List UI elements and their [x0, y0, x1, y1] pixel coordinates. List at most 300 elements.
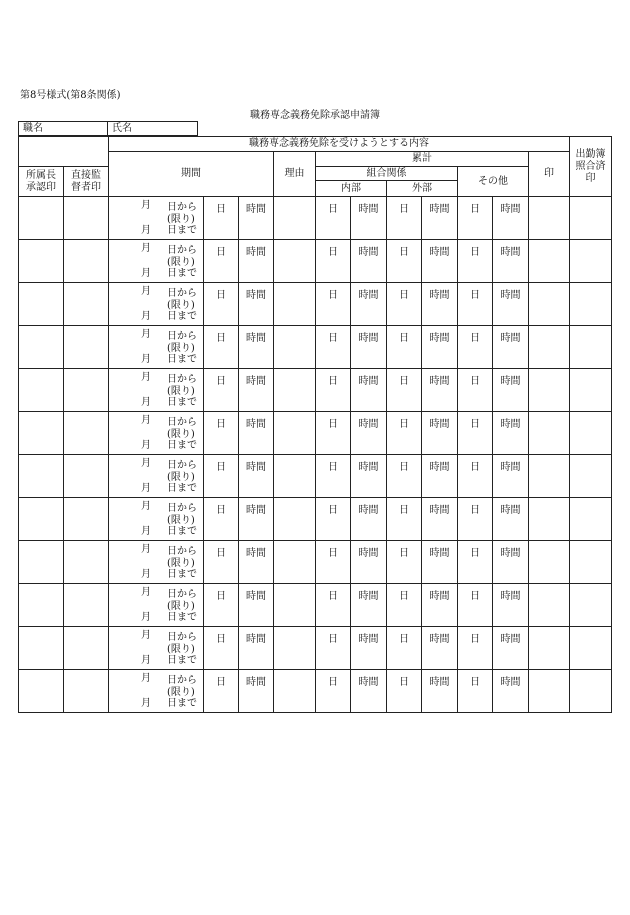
day-unit: 日: [470, 204, 480, 215]
hours-unit: 時間: [358, 376, 379, 387]
day-unit: 日: [216, 462, 226, 473]
day-unit: 日: [399, 591, 409, 602]
period-days-cell[interactable]: [204, 498, 239, 541]
internal-days-cell[interactable]: [316, 541, 351, 584]
attendance-seal-cell[interactable]: [570, 197, 612, 240]
external-hours-cell[interactable]: [422, 455, 458, 498]
internal-hours-cell[interactable]: [351, 541, 387, 584]
day-unit: 日: [328, 419, 338, 430]
end-month-label: 月: [141, 612, 151, 623]
day-unit: 日: [470, 333, 480, 344]
register-row: [19, 541, 612, 584]
supervisor-seal-cell[interactable]: [64, 240, 109, 283]
dept-head-approval-header: 所属長承認印: [19, 167, 64, 197]
period-cell[interactable]: [109, 627, 204, 670]
attendance-check-header: 出勤簿照合済印: [570, 137, 612, 197]
period-days-cell[interactable]: [204, 197, 239, 240]
dept-head-seal-cell[interactable]: [19, 369, 64, 412]
period-days-cell[interactable]: [204, 326, 239, 369]
other-hours-cell[interactable]: [493, 369, 529, 412]
dept-head-seal-cell[interactable]: [19, 240, 64, 283]
external-hours-cell[interactable]: [422, 197, 458, 240]
seal-cell[interactable]: [529, 498, 570, 541]
end-month-label: 月: [141, 311, 151, 322]
day-unit: 日: [216, 247, 226, 258]
supervisor-seal-cell[interactable]: [64, 326, 109, 369]
reason-cell[interactable]: [274, 240, 316, 283]
external-hours-cell[interactable]: [422, 240, 458, 283]
document-title: 職務専念義務免除承認申請簿: [250, 110, 380, 121]
attendance-seal-cell[interactable]: [570, 455, 612, 498]
period-hours-cell[interactable]: [239, 498, 274, 541]
from-day-label: 日から: [167, 589, 197, 600]
period-cell[interactable]: [109, 455, 204, 498]
day-unit: 日: [216, 548, 226, 559]
dept-head-seal-cell[interactable]: [19, 670, 64, 713]
hours-unit: 時間: [246, 247, 266, 258]
seal-cell[interactable]: [529, 412, 570, 455]
period-days-cell[interactable]: [204, 670, 239, 713]
hours-unit: 時間: [246, 462, 266, 473]
other-hours-cell[interactable]: [493, 326, 529, 369]
other-hours-cell[interactable]: [493, 670, 529, 713]
day-unit: 日: [399, 634, 409, 645]
from-day-label: 日から: [167, 374, 197, 385]
end-month-label: 月: [141, 526, 151, 537]
internal-hours-cell[interactable]: [351, 412, 387, 455]
dept-head-seal-cell[interactable]: [19, 326, 64, 369]
external-days-cell[interactable]: [387, 326, 422, 369]
day-unit: 日: [216, 333, 226, 344]
until-day-label: 日まで: [167, 268, 197, 279]
external-days-cell[interactable]: [387, 627, 422, 670]
day-unit: 日: [216, 677, 226, 688]
hours-unit: 時間: [429, 290, 450, 301]
hours-unit: 時間: [246, 505, 266, 516]
external-hours-cell[interactable]: [422, 670, 458, 713]
period-days-cell[interactable]: [204, 627, 239, 670]
other-hours-cell[interactable]: [493, 412, 529, 455]
day-unit: 日: [328, 591, 338, 602]
internal-days-cell[interactable]: [316, 326, 351, 369]
hours-unit: 時間: [246, 376, 266, 387]
internal-hours-cell[interactable]: [351, 627, 387, 670]
hours-unit: 時間: [429, 247, 450, 258]
internal-hours-cell[interactable]: [351, 283, 387, 326]
attendance-seal-cell[interactable]: [570, 541, 612, 584]
period-hours-cell[interactable]: [239, 670, 274, 713]
start-month-label: 月: [141, 286, 151, 297]
internal-days-cell[interactable]: [316, 584, 351, 627]
day-unit: 日: [328, 462, 338, 473]
period-header: 期間: [109, 152, 274, 197]
internal-hours-cell[interactable]: [351, 455, 387, 498]
until-day-label: 日まで: [167, 397, 197, 408]
attendance-seal-cell[interactable]: [570, 283, 612, 326]
supervisor-seal-cell[interactable]: [64, 283, 109, 326]
end-month-label: 月: [141, 354, 151, 365]
hours-unit: 時間: [429, 462, 450, 473]
period-cell[interactable]: [109, 498, 204, 541]
reason-cell[interactable]: [274, 197, 316, 240]
reason-cell[interactable]: [274, 498, 316, 541]
day-unit: 日: [216, 419, 226, 430]
period-cell[interactable]: [109, 369, 204, 412]
period-hours-cell[interactable]: [239, 240, 274, 283]
hours-unit: 時間: [500, 247, 521, 258]
attendance-seal-cell[interactable]: [570, 584, 612, 627]
other-hours-cell[interactable]: [493, 455, 529, 498]
until-day-label: 日まで: [167, 569, 197, 580]
hours-unit: 時間: [358, 204, 379, 215]
period-hours-cell[interactable]: [239, 627, 274, 670]
from-day-label: 日から: [167, 288, 197, 299]
supervisor-seal-cell[interactable]: [64, 455, 109, 498]
external-days-cell[interactable]: [387, 369, 422, 412]
period-cell[interactable]: [109, 283, 204, 326]
start-month-label: 月: [141, 544, 151, 555]
end-month-label: 月: [141, 225, 151, 236]
internal-days-cell[interactable]: [316, 670, 351, 713]
register-row: [19, 412, 612, 455]
day-unit: 日: [470, 376, 480, 387]
dept-head-seal-cell[interactable]: [19, 283, 64, 326]
until-day-label: 日まで: [167, 354, 197, 365]
hours-unit: 時間: [246, 548, 266, 559]
limited-label: (限り): [167, 601, 195, 612]
reason-cell[interactable]: [274, 326, 316, 369]
reason-cell[interactable]: [274, 627, 316, 670]
supervisor-seal-cell[interactable]: [64, 541, 109, 584]
end-month-label: 月: [141, 655, 151, 666]
hours-unit: 時間: [358, 677, 379, 688]
day-unit: 日: [216, 505, 226, 516]
hours-unit: 時間: [246, 204, 266, 215]
limited-label: (限り): [167, 472, 195, 483]
day-unit: 日: [399, 376, 409, 387]
period-hours-cell[interactable]: [239, 455, 274, 498]
hours-unit: 時間: [429, 419, 450, 430]
reason-cell[interactable]: [274, 541, 316, 584]
period-hours-cell[interactable]: [239, 541, 274, 584]
external-days-cell[interactable]: [387, 283, 422, 326]
form-number: 第8号様式(第8条関係): [20, 90, 121, 101]
day-unit: 日: [399, 462, 409, 473]
attendance-seal-cell[interactable]: [570, 498, 612, 541]
union-header: 組合関係: [316, 167, 458, 181]
other-days-cell[interactable]: [458, 369, 493, 412]
limited-label: (限り): [167, 558, 195, 569]
seal-cell[interactable]: [529, 455, 570, 498]
period-days-cell[interactable]: [204, 283, 239, 326]
supervisor-seal-cell[interactable]: [64, 627, 109, 670]
until-day-label: 日まで: [167, 698, 197, 709]
dept-head-seal-cell[interactable]: [19, 412, 64, 455]
period-hours-cell[interactable]: [239, 584, 274, 627]
day-unit: 日: [328, 247, 338, 258]
seal-cell[interactable]: [529, 326, 570, 369]
external-days-cell[interactable]: [387, 455, 422, 498]
start-month-label: 月: [141, 329, 151, 340]
seal-cell[interactable]: [529, 584, 570, 627]
cumulative-header: 累計: [316, 152, 529, 167]
start-month-label: 月: [141, 372, 151, 383]
from-day-label: 日から: [167, 632, 197, 643]
end-month-label: 月: [141, 397, 151, 408]
period-days-cell[interactable]: [204, 455, 239, 498]
register-row: [19, 326, 612, 369]
attendance-seal-cell[interactable]: [570, 369, 612, 412]
register-row: [19, 455, 612, 498]
internal-hours-cell[interactable]: [351, 326, 387, 369]
period-days-cell[interactable]: [204, 584, 239, 627]
hours-unit: 時間: [358, 419, 379, 430]
internal-days-cell[interactable]: [316, 283, 351, 326]
limited-label: (限り): [167, 429, 195, 440]
day-unit: 日: [328, 634, 338, 645]
until-day-label: 日まで: [167, 311, 197, 322]
content-header: 職務専念義務免除を受けようとする内容: [109, 137, 570, 152]
supervisor-seal-cell[interactable]: [64, 670, 109, 713]
dept-head-seal-cell[interactable]: [19, 627, 64, 670]
other-days-cell[interactable]: [458, 584, 493, 627]
day-unit: 日: [399, 677, 409, 688]
other-hours-cell[interactable]: [493, 498, 529, 541]
period-cell[interactable]: [109, 240, 204, 283]
external-days-cell[interactable]: [387, 670, 422, 713]
other-hours-cell[interactable]: [493, 283, 529, 326]
register-row: [19, 670, 612, 713]
day-unit: 日: [470, 419, 480, 430]
other-hours-cell[interactable]: [493, 197, 529, 240]
hours-unit: 時間: [358, 634, 379, 645]
from-day-label: 日から: [167, 503, 197, 514]
hours-unit: 時間: [429, 548, 450, 559]
external-hours-cell[interactable]: [422, 369, 458, 412]
period-days-cell[interactable]: [204, 412, 239, 455]
seal-cell[interactable]: [529, 369, 570, 412]
other-hours-cell[interactable]: [493, 541, 529, 584]
other-days-cell[interactable]: [458, 670, 493, 713]
hours-unit: 時間: [500, 333, 521, 344]
day-unit: 日: [399, 290, 409, 301]
job-title-label: 職名: [19, 122, 108, 136]
day-unit: 日: [399, 548, 409, 559]
internal-hours-cell[interactable]: [351, 369, 387, 412]
supervisor-seal-cell[interactable]: [64, 584, 109, 627]
other-days-cell[interactable]: [458, 283, 493, 326]
internal-days-cell[interactable]: [316, 627, 351, 670]
register-row: [19, 627, 612, 670]
day-unit: 日: [328, 505, 338, 516]
end-month-label: 月: [141, 569, 151, 580]
period-cell[interactable]: [109, 584, 204, 627]
other-days-cell[interactable]: [458, 326, 493, 369]
reason-cell[interactable]: [274, 670, 316, 713]
external-hours-cell[interactable]: [422, 627, 458, 670]
day-unit: 日: [470, 634, 480, 645]
attendance-seal-cell[interactable]: [570, 326, 612, 369]
external-hours-cell[interactable]: [422, 541, 458, 584]
name-label: 氏名: [108, 122, 198, 136]
internal-days-cell[interactable]: [316, 369, 351, 412]
day-unit: 日: [399, 204, 409, 215]
period-days-cell[interactable]: [204, 541, 239, 584]
attendance-seal-cell[interactable]: [570, 412, 612, 455]
limited-label: (限り): [167, 214, 195, 225]
internal-hours-cell[interactable]: [351, 197, 387, 240]
day-unit: 日: [328, 376, 338, 387]
hours-unit: 時間: [500, 591, 521, 602]
other-hours-cell[interactable]: [493, 240, 529, 283]
external-hours-cell[interactable]: [422, 283, 458, 326]
supervisor-seal-cell[interactable]: [64, 498, 109, 541]
external-days-cell[interactable]: [387, 498, 422, 541]
period-cell[interactable]: [109, 670, 204, 713]
external-days-cell[interactable]: [387, 584, 422, 627]
start-month-label: 月: [141, 243, 151, 254]
reason-cell[interactable]: [274, 283, 316, 326]
dept-head-seal-cell[interactable]: [19, 541, 64, 584]
until-day-label: 日まで: [167, 440, 197, 451]
applicant-header: [18, 121, 198, 136]
hours-unit: 時間: [358, 333, 379, 344]
other-days-cell[interactable]: [458, 197, 493, 240]
internal-days-cell[interactable]: [316, 197, 351, 240]
hours-unit: 時間: [500, 462, 521, 473]
period-cell[interactable]: [109, 197, 204, 240]
supervisor-seal-cell[interactable]: [64, 369, 109, 412]
hours-unit: 時間: [246, 591, 266, 602]
seal-cell[interactable]: [529, 541, 570, 584]
external-hours-cell[interactable]: [422, 326, 458, 369]
other-days-cell[interactable]: [458, 455, 493, 498]
dept-head-seal-cell[interactable]: [19, 498, 64, 541]
reason-cell[interactable]: [274, 455, 316, 498]
until-day-label: 日まで: [167, 483, 197, 494]
from-day-label: 日から: [167, 245, 197, 256]
hours-unit: 時間: [429, 591, 450, 602]
other-header: その他: [458, 167, 529, 197]
reason-cell[interactable]: [274, 369, 316, 412]
reason-cell[interactable]: [274, 412, 316, 455]
until-day-label: 日まで: [167, 526, 197, 537]
reason-header: 理由: [274, 152, 316, 197]
attendance-seal-cell[interactable]: [570, 670, 612, 713]
other-days-cell[interactable]: [458, 498, 493, 541]
day-unit: 日: [470, 462, 480, 473]
from-day-label: 日から: [167, 202, 197, 213]
period-cell[interactable]: [109, 326, 204, 369]
supervisor-seal-cell[interactable]: [64, 197, 109, 240]
period-hours-cell[interactable]: [239, 369, 274, 412]
other-hours-cell[interactable]: [493, 627, 529, 670]
from-day-label: 日から: [167, 546, 197, 557]
period-hours-cell[interactable]: [239, 412, 274, 455]
other-days-cell[interactable]: [458, 412, 493, 455]
reason-cell[interactable]: [274, 584, 316, 627]
period-hours-cell[interactable]: [239, 283, 274, 326]
attendance-seal-cell[interactable]: [570, 240, 612, 283]
seal-cell[interactable]: [529, 240, 570, 283]
hours-unit: 時間: [429, 505, 450, 516]
end-month-label: 月: [141, 268, 151, 279]
internal-days-cell[interactable]: [316, 412, 351, 455]
external-hours-cell[interactable]: [422, 498, 458, 541]
internal-days-cell[interactable]: [316, 498, 351, 541]
internal-hours-cell[interactable]: [351, 498, 387, 541]
hours-unit: 時間: [358, 548, 379, 559]
end-month-label: 月: [141, 440, 151, 451]
limited-label: (限り): [167, 343, 195, 354]
seal-cell[interactable]: [529, 197, 570, 240]
external-days-cell[interactable]: [387, 240, 422, 283]
limited-label: (限り): [167, 644, 195, 655]
hours-unit: 時間: [358, 290, 379, 301]
start-month-label: 月: [141, 630, 151, 641]
day-unit: 日: [470, 677, 480, 688]
internal-hours-cell[interactable]: [351, 670, 387, 713]
external-header: 外部: [387, 181, 458, 197]
internal-days-cell[interactable]: [316, 240, 351, 283]
external-hours-cell[interactable]: [422, 412, 458, 455]
external-hours-cell[interactable]: [422, 584, 458, 627]
other-days-cell[interactable]: [458, 240, 493, 283]
internal-days-cell[interactable]: [316, 455, 351, 498]
hours-unit: 時間: [500, 419, 521, 430]
register-row: [19, 283, 612, 326]
period-cell[interactable]: [109, 541, 204, 584]
external-days-cell[interactable]: [387, 412, 422, 455]
period-cell[interactable]: [109, 412, 204, 455]
seal-cell[interactable]: [529, 670, 570, 713]
external-days-cell[interactable]: [387, 197, 422, 240]
internal-hours-cell[interactable]: [351, 584, 387, 627]
limited-label: (限り): [167, 687, 195, 698]
period-hours-cell[interactable]: [239, 197, 274, 240]
other-days-cell[interactable]: [458, 627, 493, 670]
period-days-cell[interactable]: [204, 240, 239, 283]
dept-head-seal-cell[interactable]: [19, 584, 64, 627]
day-unit: 日: [470, 548, 480, 559]
day-unit: 日: [216, 591, 226, 602]
hours-unit: 時間: [500, 204, 521, 215]
period-days-cell[interactable]: [204, 369, 239, 412]
until-day-label: 日まで: [167, 655, 197, 666]
hours-unit: 時間: [429, 634, 450, 645]
register-row: [19, 240, 612, 283]
other-hours-cell[interactable]: [493, 584, 529, 627]
period-hours-cell[interactable]: [239, 326, 274, 369]
seal-cell[interactable]: [529, 627, 570, 670]
hours-unit: 時間: [246, 333, 266, 344]
hours-unit: 時間: [429, 204, 450, 215]
dept-head-seal-cell[interactable]: [19, 197, 64, 240]
hours-unit: 時間: [246, 677, 266, 688]
limited-label: (限り): [167, 386, 195, 397]
hours-unit: 時間: [500, 634, 521, 645]
day-unit: 日: [328, 290, 338, 301]
dept-head-seal-cell[interactable]: [19, 455, 64, 498]
seal-header: 印: [529, 152, 570, 197]
internal-hours-cell[interactable]: [351, 240, 387, 283]
attendance-seal-cell[interactable]: [570, 627, 612, 670]
seal-cell[interactable]: [529, 283, 570, 326]
hours-unit: 時間: [500, 677, 521, 688]
external-days-cell[interactable]: [387, 541, 422, 584]
other-days-cell[interactable]: [458, 541, 493, 584]
supervisor-seal-cell[interactable]: [64, 412, 109, 455]
